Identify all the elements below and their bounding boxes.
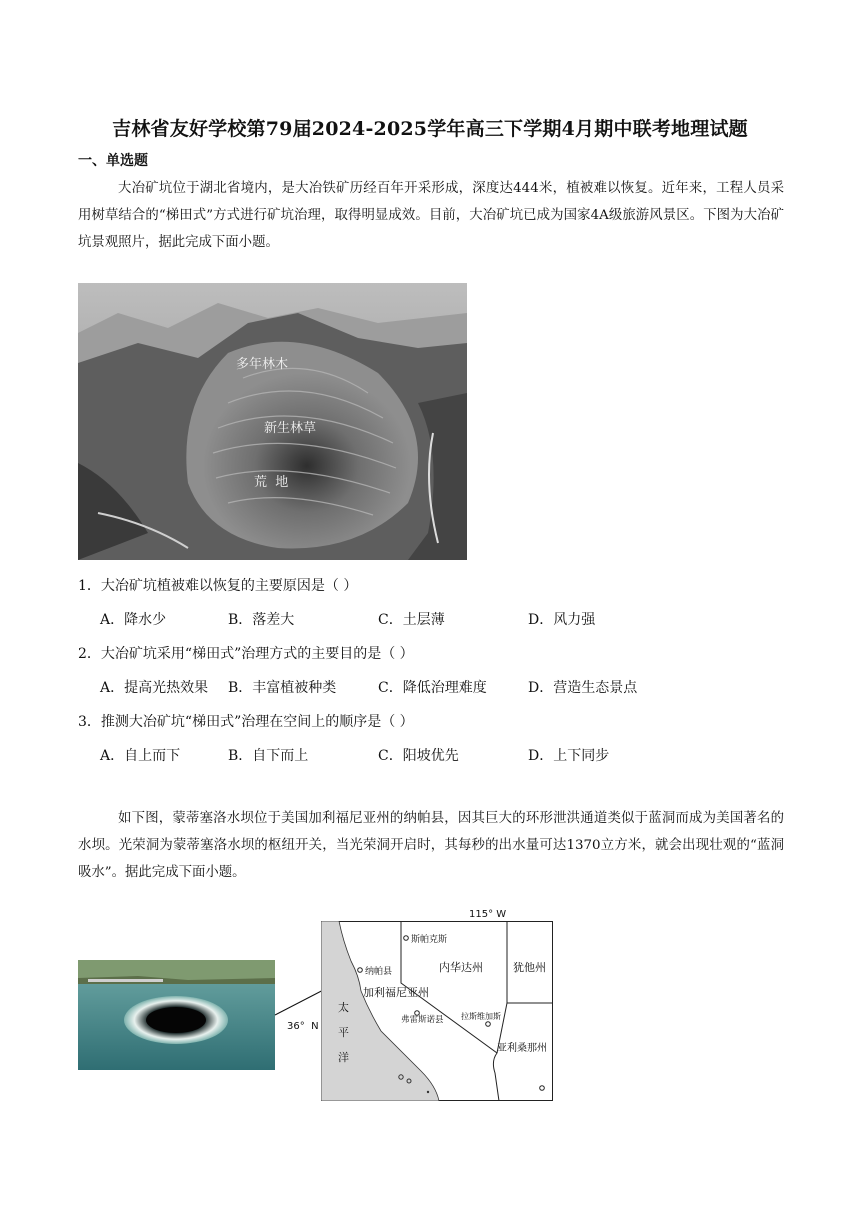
q2-option-b[interactable]: B．丰富植被种类 [228,680,337,696]
q3-option-c[interactable]: C．阳坡优先 [378,748,459,764]
glory-hole-image [78,960,275,1070]
label-pacific-2: 平 [338,1026,349,1039]
question-2-stem: 2．大冶矿坑采用“梯田式”治理方式的主要目的是（ ） [78,646,414,662]
label-california: 加利福尼亚州 [363,986,429,999]
q1-option-c[interactable]: C．土层薄 [378,612,445,628]
question-1-stem: 1．大冶矿坑植被难以恢复的主要原因是（ ） [78,578,358,594]
label-utah: 犹他州 [513,961,546,974]
region-map [287,909,553,1101]
label-las-vegas: 拉斯维加斯 [461,1012,501,1021]
passage-2: 如下图，蒙蒂塞洛水坝位于美国加利福尼亚州的纳帕县，因其巨大的环形泄洪通道类似于蓝洞而成为美国著名的水坝。光荣洞为蒙蒂塞洛水坝的枢纽开关，当光荣洞开启时，其每秒的出水量可达1370立方米，就会出现壮观的“蓝洞吸水”。据此完成下面小题。 [78,811,784,880]
california-map [321,921,553,1101]
label-arizona: 亚利桑那州 [497,1043,547,1054]
passage-1: 大冶矿坑位于湖北省境内，是大冶铁矿历经百年开采形成，深度达444米，植被难以恢复。近年来，工程人员采用树草结合的“梯田式”方式进行矿坑治理，取得明显成效。目前，大冶矿坑已成为国家4A级旅游风景区。下图为大冶矿坑景观照片，据此完成下面小题。 [78,181,784,250]
mine-pit-photo [78,283,467,560]
q1-option-d[interactable]: D．风力强 [528,612,596,628]
q2-option-a[interactable]: A．提高光热效果 [100,680,209,696]
longitude-label: 115° W [469,909,507,920]
q3-option-d[interactable]: D．上下同步 [528,748,610,764]
label-barren-land: 荒 地 [254,475,289,490]
dam-photo [78,960,275,1070]
latitude-label: 36° N [287,1021,319,1032]
label-pacific-1: 太 [338,1001,349,1014]
label-pacific-3: 洋 [338,1051,349,1064]
q1-option-a[interactable]: A．降水少 [100,612,167,628]
label-sparks: 斯帕克斯 [411,935,448,945]
label-mature-forest: 多年林木 [236,357,289,372]
q2-option-c[interactable]: C．降低治理难度 [378,680,487,696]
q3-option-a[interactable]: A．自上而下 [100,748,181,764]
section-heading: 一、单选题 [78,153,148,169]
label-fresno: 弗雷斯诺县 [401,1015,444,1025]
label-new-vegetation: 新生林草 [264,421,317,436]
q2-option-d[interactable]: D．营造生态景点 [528,680,638,696]
label-napa: 纳帕县 [365,967,393,977]
question-3-stem: 3．推测大冶矿坑“梯田式”治理在空间上的顺序是（ ） [78,714,414,730]
q3-option-b[interactable]: B．自下而上 [228,748,309,764]
q1-option-b[interactable]: B．落差大 [228,612,295,628]
label-nevada: 内华达州 [439,961,483,974]
exam-title: 吉林省友好学校第79届2024-2025学年高三下学期4月期中联考地理试题 [112,118,748,140]
